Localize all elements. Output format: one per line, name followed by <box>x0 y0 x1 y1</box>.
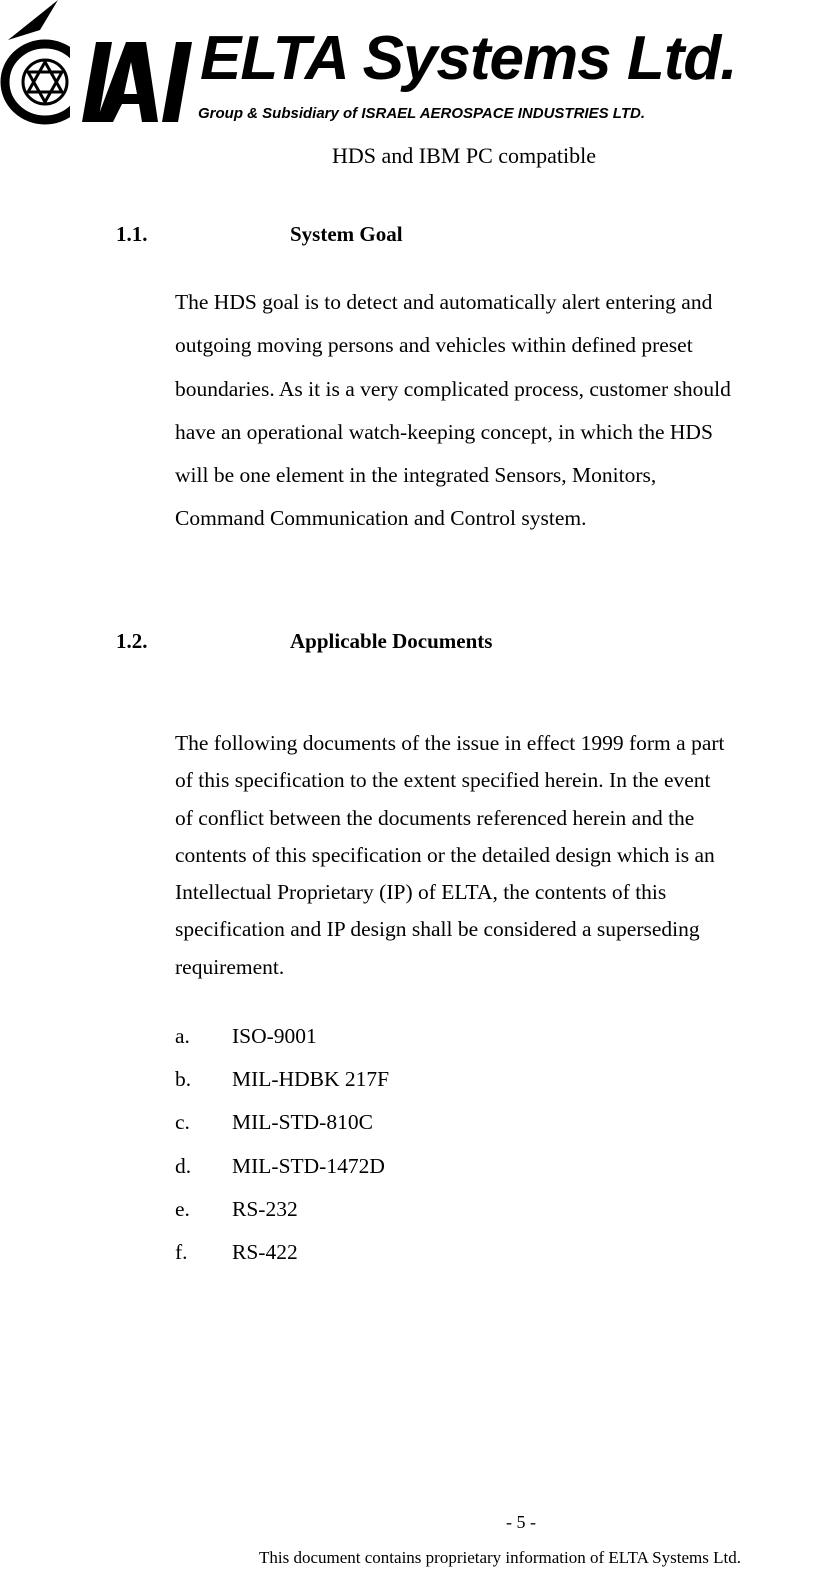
paragraph-line: specification and IP design shall be considered a superseding <box>175 917 700 942</box>
company-logo <box>0 0 740 130</box>
paragraph-line: Command Communication and Control system. <box>175 506 587 531</box>
list-item-letter: f. <box>175 1239 188 1264</box>
list-item-document: MIL-STD-810C <box>232 1110 373 1135</box>
paragraph-line: of conflict between the documents referenced herein and the <box>175 805 695 830</box>
iai-emblem-icon <box>0 0 200 130</box>
proprietary-notice: This document contains proprietary information of ELTA Systems Ltd. <box>259 1548 741 1567</box>
paragraph-line: The following documents of the issue in effect 1999 form a part <box>175 731 725 755</box>
list-item <box>175 1191 389 1234</box>
paragraph-line: Intellectual Proprietary (IP) of ELTA, the contents of this <box>175 880 667 905</box>
list-item <box>175 1148 389 1191</box>
paragraph-line: boundaries. As it is a very complicated process, customer should <box>175 376 731 401</box>
list-item-letter: e. <box>175 1196 190 1221</box>
list-item <box>175 1234 389 1277</box>
list-item-letter: a. <box>175 1024 190 1048</box>
section-title-system-goal: System Goal <box>290 222 403 246</box>
list-item-letter: d. <box>175 1153 192 1178</box>
list-item-letter: c. <box>175 1110 190 1135</box>
paragraph-line: outgoing moving persons and vehicles within defined preset <box>175 333 693 358</box>
list-item <box>175 1104 389 1147</box>
paragraph-line: contents of this specification or the detailed design which is an <box>175 842 715 867</box>
company-name: ELTA Systems Ltd. <box>200 24 737 93</box>
paragraph-line: The HDS goal is to detect and automatically alert entering and <box>175 290 713 314</box>
applicable-documents-paragraph <box>175 725 820 986</box>
page-number: - 5 - <box>506 1512 536 1532</box>
system-goal-paragraph <box>175 281 820 541</box>
paragraph-line: will be one element in the integrated Sensors, Monitors, <box>175 463 657 488</box>
list-item <box>175 1061 389 1104</box>
company-subtitle: Group & Subsidiary of ISRAEL AEROSPACE INDUSTRIES LTD. <box>198 105 645 122</box>
section-number: 1.1. <box>116 222 148 246</box>
list-item-document: RS-422 <box>232 1239 298 1264</box>
applicable-documents-list <box>175 1018 389 1277</box>
paragraph-line: of this specification to the extent specified herein. In the event <box>175 768 711 793</box>
list-item-document: MIL-STD-1472D <box>232 1153 385 1178</box>
continuation-line: HDS and IBM PC compatible <box>332 143 596 168</box>
paragraph-line: requirement. <box>175 954 285 979</box>
section-title-applicable-documents: Applicable Documents <box>290 629 493 653</box>
list-item-document: ISO-9001 <box>232 1024 317 1048</box>
section-number: 1.2. <box>116 629 148 653</box>
list-item <box>175 1018 389 1061</box>
list-item-document: RS-232 <box>232 1196 298 1221</box>
list-item-document: MIL-HDBK 217F <box>232 1067 390 1092</box>
paragraph-line: have an operational watch-keeping concept, in which the HDS <box>175 419 713 444</box>
list-item-letter: b. <box>175 1067 192 1092</box>
